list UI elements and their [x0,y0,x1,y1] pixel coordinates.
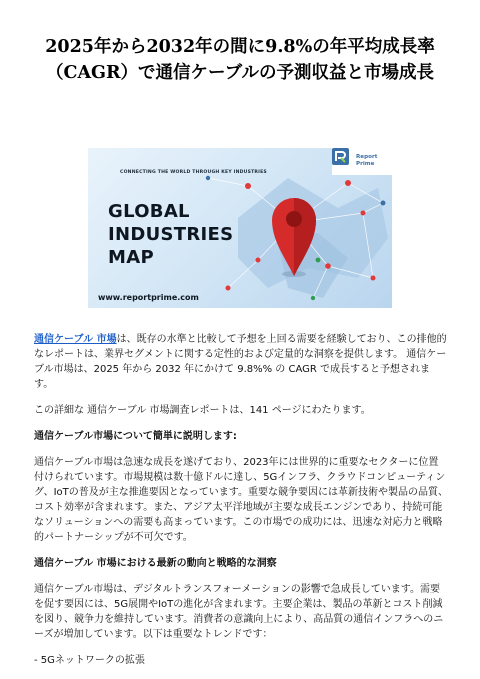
section-heading-trends: 通信ケーブル 市場における最新の動向と戦略的な洞察 [34,558,277,569]
banner-heading: GLOBAL INDUSTRIES MAP [108,201,234,268]
market-link[interactable]: 通信ケーブル 市場 [34,334,117,345]
trend-list-item: - 5Gネットワークの拡張 [34,655,145,666]
intro-text: は、既存の水準と比較して予想を上回る需要を経験しており、この排他的なレポートは、業界セグメントに関する定性的および定量的な洞察を提供します。 通信ケーブル市場は、2025 年から 2032 年にかけて 9.8%% の CAGR で成長すると予想されます。 [34,334,447,390]
logo-text: Report Prime [356,154,378,167]
page-title: 2025年から2032年の間に9.8%の年平均成長率（CAGR）で通信ケーブルの予測収益と市場成長 [45,37,435,83]
section-trends-text: 通信ケーブル市場は、デジタルトランスフォーメーションの影響で急成長しています。需要を促す要因には、5G展開やIoTの進化が含まれます。主要企業は、製品の革新とコスト削減を図り、競争力を維持しています。消費者の意識向上により、高品質の通信インフラへのニーズが増加しています。以下は重要なトレンドです： [34,584,444,640]
section-heading-overview: 通信ケーブル市場について簡単に説明します: [34,431,237,442]
banner-tagline: CONNECTING THE WORLD THROUGH KEY INDUSTRIES [120,170,267,175]
report-prime-logo [332,148,392,175]
global-industries-map-banner [88,148,392,308]
pages-note: この詳細な 通信ケーブル 市場調査レポートは、141 ページにわたります。 [34,405,371,416]
report-prime-logo-icon [332,148,349,165]
banner-website: www.reportprime.com [98,293,199,302]
article-body [34,332,448,679]
section-overview-text: 通信ケーブル市場は急速な成長を遂げており、2023年には世界的に重要なセクターに位置付けられています。市場規模は数十億ドルに達し、5Gインフラ、クラウドコンピューティング、IoTの普及が主な推進要因となっています。重要な競争要因には革新技術や製品の品質、コスト効率が含まれます。また、アジア太平洋地域が主要な成長エンジンであり、持続可能なソリューションへの需要も高まっています。この市場での成功には、迅速な対応力と戦略的パートナーシップが不可欠です。 [34,457,448,543]
intro-paragraph [34,332,448,392]
